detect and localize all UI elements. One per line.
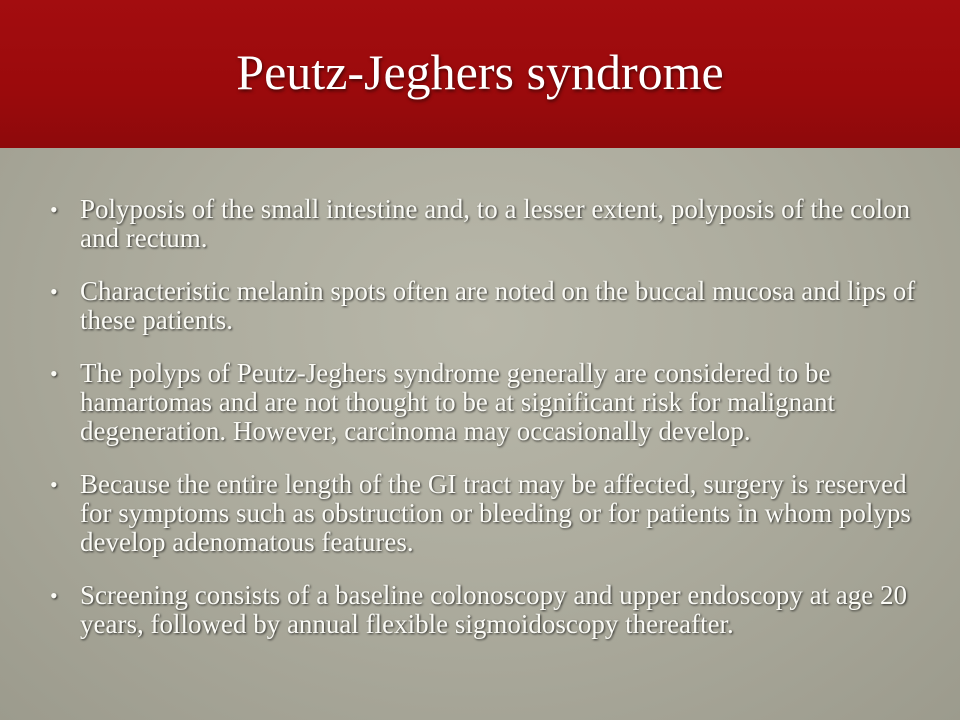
bullet-marker: •: [50, 472, 58, 497]
bullet-text: Characteristic melanin spots often are noted on the buccal mucosa and lips of these patients.: [80, 276, 916, 335]
slide-title: Peutz-Jeghers syndrome: [236, 44, 724, 100]
bullet-text: Screening consists of a baseline colonoscopy and upper endoscopy at age 20 years, followed by annual flexible sigmoidoscopy thereafter.: [80, 580, 908, 639]
title-band: [0, 0, 960, 148]
bullet-marker: •: [50, 583, 58, 608]
bullet-marker: •: [50, 361, 58, 386]
bullet-item-4: [48, 470, 918, 557]
bullet-marker: •: [50, 279, 58, 304]
bullet-item-3: [48, 359, 918, 446]
bullet-text: Because the entire length of the GI tract may be affected, surgery is reserved for symptoms such as obstruction or bleeding or for patients in whom polyps develop adenomatous features.: [80, 469, 911, 557]
bullet-item-1: [48, 195, 918, 253]
bullet-text: Polyposis of the small intestine and, to a lesser extent, polyposis of the colon and rectum.: [80, 194, 911, 253]
bullet-list: [48, 195, 918, 663]
bullet-item-2: [48, 277, 918, 335]
bullet-item-5: [48, 581, 918, 639]
bullet-text: The polyps of Peutz-Jeghers syndrome generally are considered to be hamartomas and are not thought to be at significant risk for malignant degeneration. However, carcinoma may occasionally develop.: [80, 358, 836, 446]
bullet-marker: •: [50, 197, 58, 222]
